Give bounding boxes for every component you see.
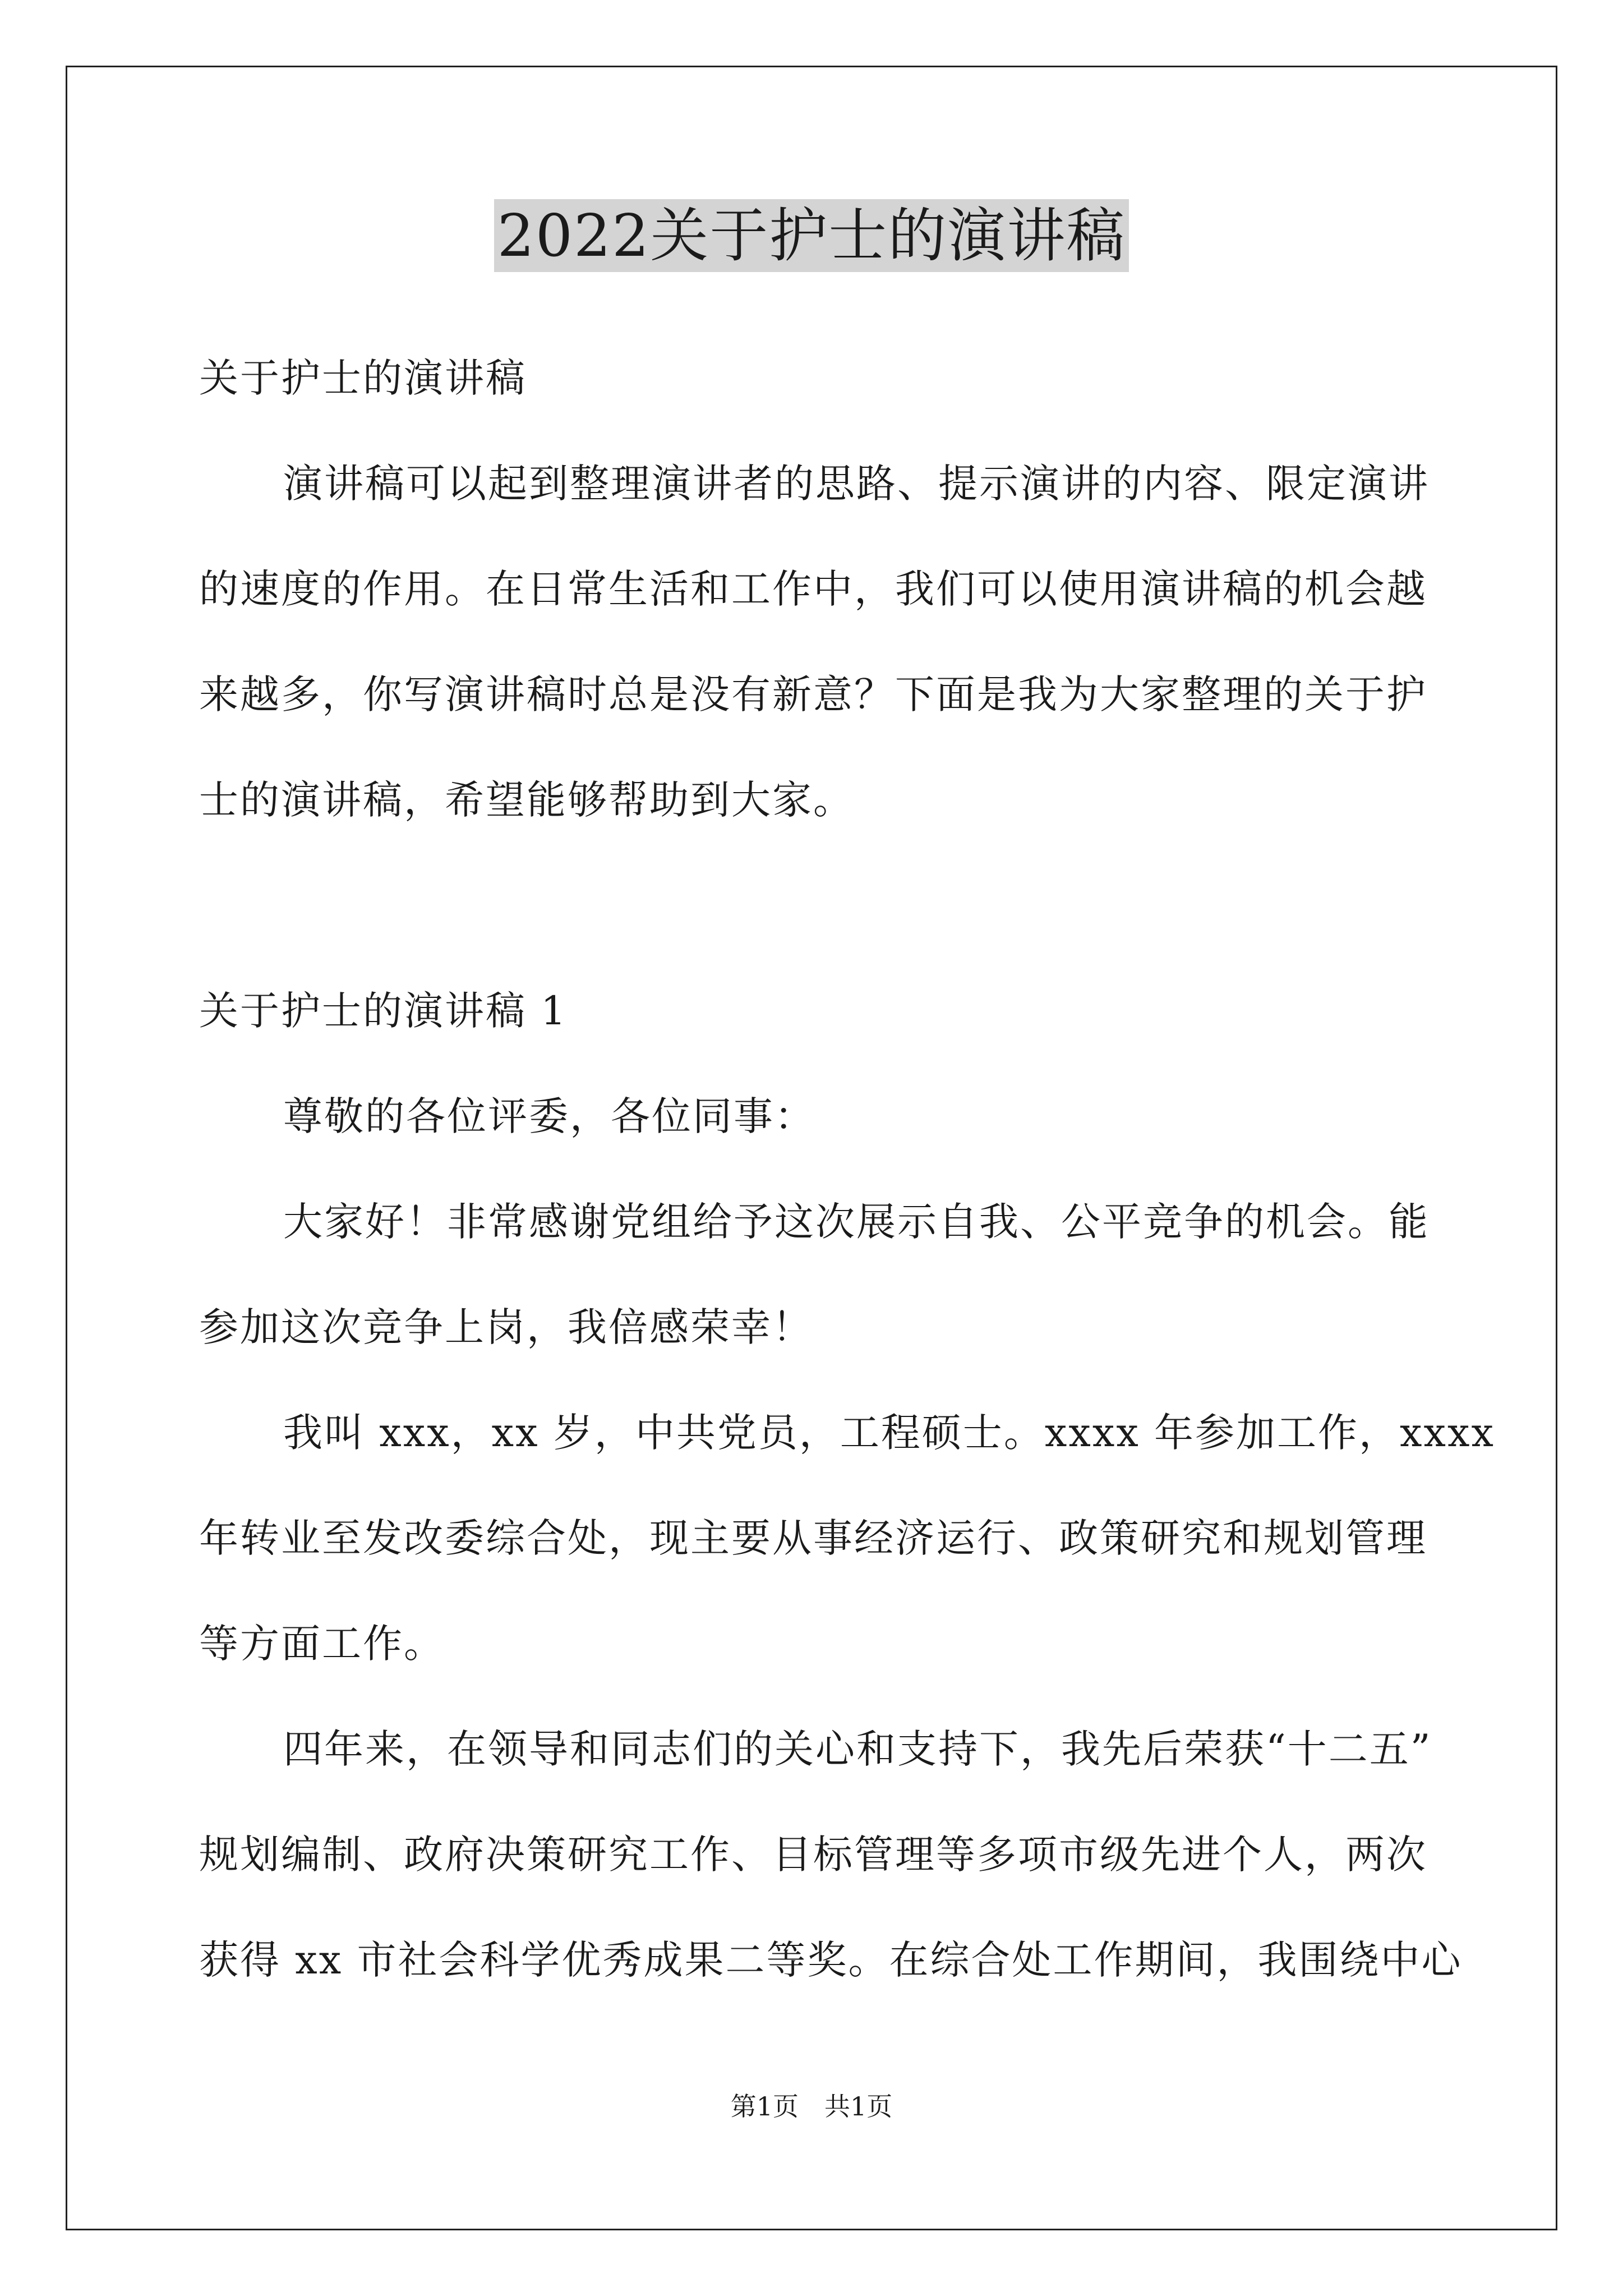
page-footer: 第1页 共1页 — [730, 2091, 893, 2122]
text-line: 的速度的作用。在日常生活和工作中，我们可以使用演讲稿的机会越 — [199, 566, 1427, 612]
text-line: 来越多，你写演讲稿时总是没有新意？下面是我为大家整理的关于护 — [199, 671, 1427, 717]
text-line: 四年来，在领导和同志们的关心和支持下，我先后荣获“十二五” — [283, 1726, 1432, 1772]
text-line: 关于护士的演讲稿 — [199, 355, 527, 401]
text-line: 等方面工作。 — [199, 1621, 445, 1667]
text-line: 参加这次竞争上岗，我倍感荣幸！ — [199, 1304, 813, 1350]
text-line: 尊敬的各位评委，各位同事： — [283, 1093, 815, 1139]
text-line: 我叫 xxx，xx 岁，中共党员，工程硕士。xxxx 年参加工作，xxxx — [283, 1410, 1495, 1456]
text-line: 士的演讲稿，希望能够帮助到大家。 — [199, 777, 854, 823]
title-container — [0, 199, 1623, 272]
text-line: 规划编制、政府决策研究工作、目标管理等多项市级先进个人，两次 — [199, 1832, 1427, 1878]
document-title: 2022关于护士的演讲稿 — [494, 199, 1129, 272]
text-line: 演讲稿可以起到整理演讲者的思路、提示演讲的内容、限定演讲 — [283, 461, 1430, 507]
section-gap — [199, 853, 1433, 958]
text-line: 获得 xx 市社会科学优秀成果二等奖。在综合处工作期间，我围绕中心 — [199, 1937, 1463, 1983]
document-body — [199, 325, 1495, 2013]
text-line: 关于护士的演讲稿 1 — [199, 988, 568, 1034]
text-line: 年转业至发改委综合处，现主要从事经济运行、政策研究和规划管理 — [199, 1515, 1427, 1561]
text-line: 大家好！非常感谢党组给予这次展示自我、公平竞争的机会。能 — [283, 1199, 1430, 1245]
